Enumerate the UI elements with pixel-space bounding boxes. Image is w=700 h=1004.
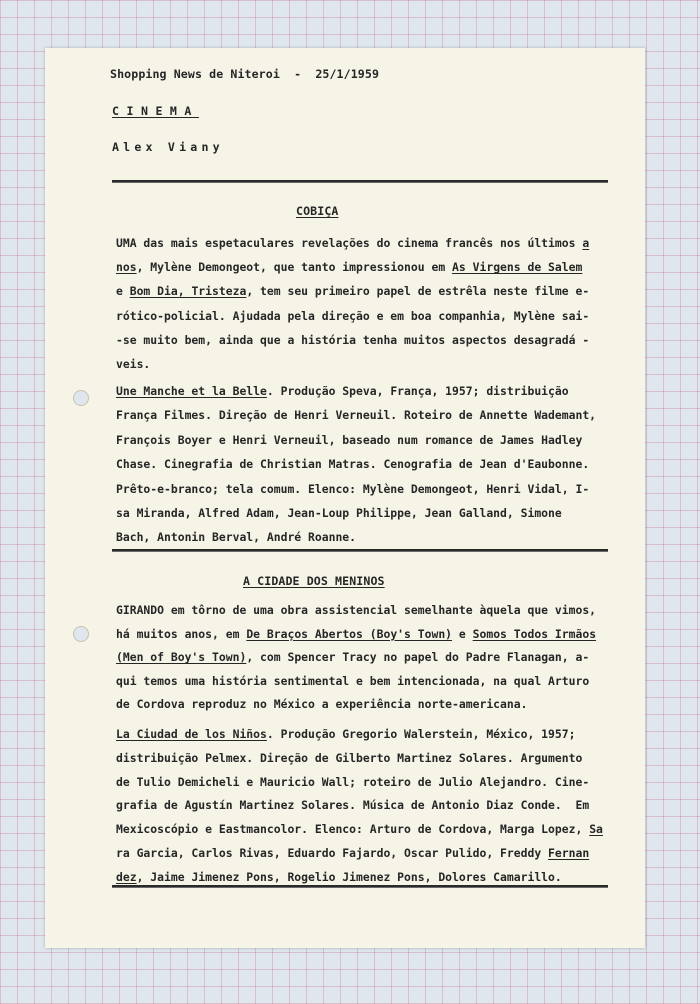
text-line bbox=[116, 870, 562, 884]
text-line bbox=[116, 236, 589, 250]
underlined-title: Somos Todos Irmãos bbox=[472, 626, 597, 641]
text-line bbox=[116, 775, 589, 789]
text-line bbox=[116, 530, 356, 544]
text-line bbox=[116, 408, 596, 422]
underlined-title: (Men of Boy's Town) bbox=[116, 650, 247, 665]
text-line bbox=[116, 674, 589, 688]
underlined-title: nos bbox=[116, 260, 137, 275]
text-line bbox=[116, 457, 589, 471]
text-run: Bach, Antonin Berval, André Roanne. bbox=[116, 530, 357, 545]
text-run: sa Miranda, Alfred Adam, Jean-Loup Philippe, Jean Galland, Simone bbox=[116, 506, 562, 520]
source-line: Shopping News de Niteroi - 25/1/1959 bbox=[110, 67, 380, 81]
text-run: , Jaime Jimenez Pons, Rogelio Jimenez Pons, Dolores Camarillo. bbox=[136, 869, 562, 884]
text-run: . Produção Speva, França, 1957; distribuição bbox=[266, 384, 569, 398]
text-line bbox=[116, 284, 589, 298]
typed-page bbox=[45, 48, 645, 948]
text-line bbox=[116, 357, 150, 371]
text-line bbox=[116, 751, 582, 765]
text-run: François Boyer e Henri Verneuil, baseado num romance de James Hadley bbox=[116, 432, 583, 447]
underlined-title: De Braços Abertos (Boy's Town) bbox=[246, 626, 453, 641]
divider-rule bbox=[112, 885, 608, 888]
text-line bbox=[116, 506, 562, 520]
text-line bbox=[116, 482, 589, 496]
text-run: há muitos anos, em bbox=[116, 626, 247, 641]
text-run: e bbox=[452, 626, 473, 641]
text-line bbox=[116, 603, 596, 617]
review-title: COBIÇA bbox=[296, 204, 339, 218]
text-line bbox=[116, 697, 527, 711]
underlined-title: As Virgens de Salem bbox=[452, 260, 583, 275]
underlined-title: Bom Dia, Tristeza bbox=[129, 284, 247, 299]
text-run: GIRANDO em tôrno de uma obra assistencial semelhante àquela que vimos, bbox=[116, 603, 597, 617]
text-line bbox=[116, 384, 569, 398]
text-run: França Filmes. Direção de Henri Verneuil. Roteiro de Annette Wademant, bbox=[116, 408, 597, 423]
text-run: , com Spencer Tracy no papel do Padre Flanagan, a- bbox=[246, 650, 590, 665]
text-run: veis. bbox=[116, 357, 151, 371]
underlined-title: La Ciudad de los Niños bbox=[116, 727, 267, 741]
underlined-title: Fernan bbox=[548, 846, 590, 860]
underlined-title: dez bbox=[116, 869, 137, 884]
text-run: de Cordova reproduz no México a experiência norte-americana. bbox=[116, 697, 528, 712]
text-run: rótico-policial. Ajudada pela direção e em boa companhia, Mylène sai- bbox=[116, 308, 590, 323]
text-run: de Tulio Demicheli e Mauricio Wall; roteiro de Julio Alejandro. Cine- bbox=[116, 774, 590, 789]
text-line bbox=[116, 846, 589, 860]
text-run: qui temos uma história sentimental e bem intencionada, na qual Arturo bbox=[116, 673, 590, 688]
text-line bbox=[116, 798, 589, 812]
text-run: Mexicoscópio e Eastmancolor. Elenco: Arturo de Cordova, Marga Lopez, bbox=[116, 822, 590, 837]
text-line bbox=[116, 333, 589, 347]
text-line bbox=[116, 433, 582, 447]
text-line bbox=[116, 309, 589, 323]
divider-rule bbox=[112, 180, 608, 183]
underlined-title: Une Manche et la Belle bbox=[116, 384, 267, 398]
text-run: grafia de Agustín Martinez Solares. Música de Antonio Diaz Conde. Em bbox=[116, 798, 590, 813]
text-line bbox=[116, 627, 596, 641]
text-run: ra Garcia, Carlos Rivas, Eduardo Fajardo, Oscar Pulido, Freddy bbox=[116, 846, 549, 860]
text-run: , tem seu primeiro papel de estrêla neste filme e- bbox=[246, 284, 590, 299]
text-line bbox=[116, 650, 589, 664]
text-run: -se muito bem, ainda que a história tenha muitos aspectos desagradá - bbox=[116, 332, 590, 347]
text-run: e bbox=[116, 284, 130, 299]
divider-rule bbox=[112, 549, 608, 552]
text-line bbox=[116, 727, 575, 741]
text-line bbox=[116, 822, 603, 836]
text-line bbox=[116, 260, 582, 274]
review-title: A CIDADE DOS MENINOS bbox=[243, 574, 385, 588]
text-run: Prêto-e-branco; tela comum. Elenco: Mylène Demongeot, Henri Vidal, I- bbox=[116, 481, 590, 496]
text-run: , Mylène Demongeot, que tanto impressionou em bbox=[136, 260, 453, 275]
underlined-title: Sa bbox=[589, 822, 603, 837]
punch-hole bbox=[73, 390, 89, 406]
section-title: CINEMA bbox=[112, 104, 199, 118]
text-run: UMA das mais espetaculares revelações do cinema francês nos últimos bbox=[116, 236, 583, 250]
text-run: . Produção Gregorio Walerstein, México, 1957; bbox=[266, 727, 576, 741]
punch-hole bbox=[73, 626, 89, 642]
author-name: Alex Viany bbox=[112, 140, 224, 154]
text-run: distribuição Pelmex. Direção de Gilberto Martinez Solares. Argumento bbox=[116, 750, 583, 765]
underlined-title: a bbox=[582, 236, 590, 250]
text-run: Chase. Cinegrafia de Christian Matras. Cenografia de Jean d'Eaubonne. bbox=[116, 457, 590, 472]
